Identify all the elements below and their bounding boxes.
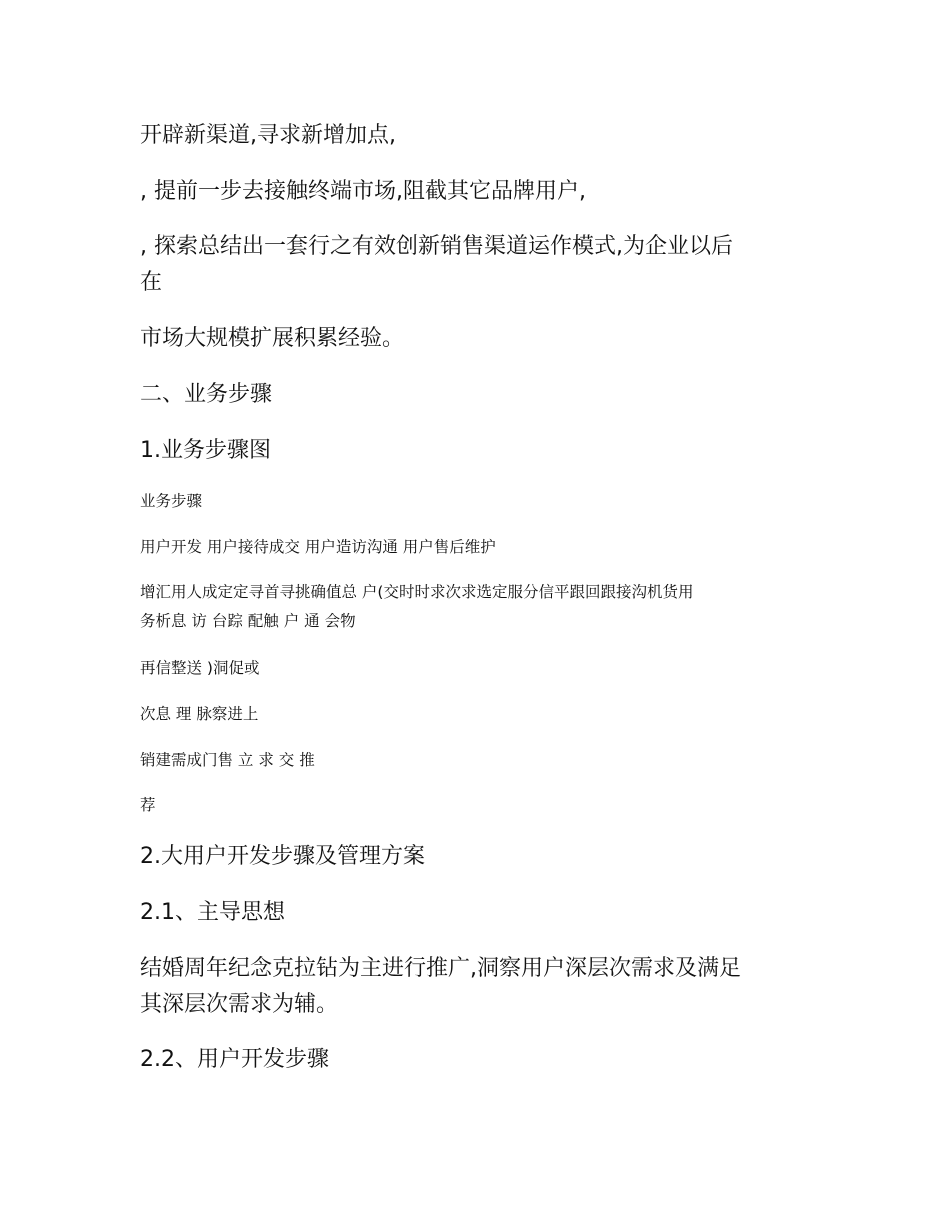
body-text-line-1: 结婚周年纪念克拉钻为主进行推广,洞察用户深层次需求及满足 <box>140 956 741 981</box>
body-text-line-2: 其深层次需求为辅。 <box>140 992 339 1017</box>
text-line-4: 在 <box>140 270 163 295</box>
text-line-5: 市场大规模扩展积累经验。 <box>140 326 405 351</box>
diagram-row-3: 务析息 访 台踪 配触 户 通 会物 <box>140 612 356 630</box>
section-heading: 二、业务步骤 <box>140 382 273 407</box>
subsection-heading-2-2: 2.2、用户开发步骤 <box>140 1047 329 1072</box>
diagram-row-6: 销建需成门售 立 求 交 推 <box>140 751 315 769</box>
diagram-label: 业务步骤 <box>140 492 203 510</box>
subsection-heading-2-1: 2.1、主导思想 <box>140 900 285 925</box>
diagram-row-5: 次息 理 脉察进上 <box>140 705 259 723</box>
text-line-1: 开辟新渠道,寻求新增加点, <box>140 123 396 148</box>
diagram-row-2: 增汇用人成定定寻首寻挑确值总 户(交时时求次求选定服分信平跟回跟接沟机货用 <box>140 583 694 601</box>
diagram-row-7: 荐 <box>140 796 156 814</box>
diagram-row-4: 再信整送 )洞促或 <box>140 659 260 677</box>
subsection-heading-2: 2.大用户开发步骤及管理方案 <box>140 844 425 869</box>
diagram-row-1: 用户开发 用户接待成交 用户造访沟通 用户售后维护 <box>140 538 496 556</box>
subsection-heading: 1.业务步骤图 <box>140 438 271 463</box>
text-line-3: , 探索总结出一套行之有效创新销售渠道运作模式,为企业以后 <box>140 234 733 259</box>
text-line-2: , 提前一步去接触终端市场,阻截其它品牌用户, <box>140 179 586 204</box>
